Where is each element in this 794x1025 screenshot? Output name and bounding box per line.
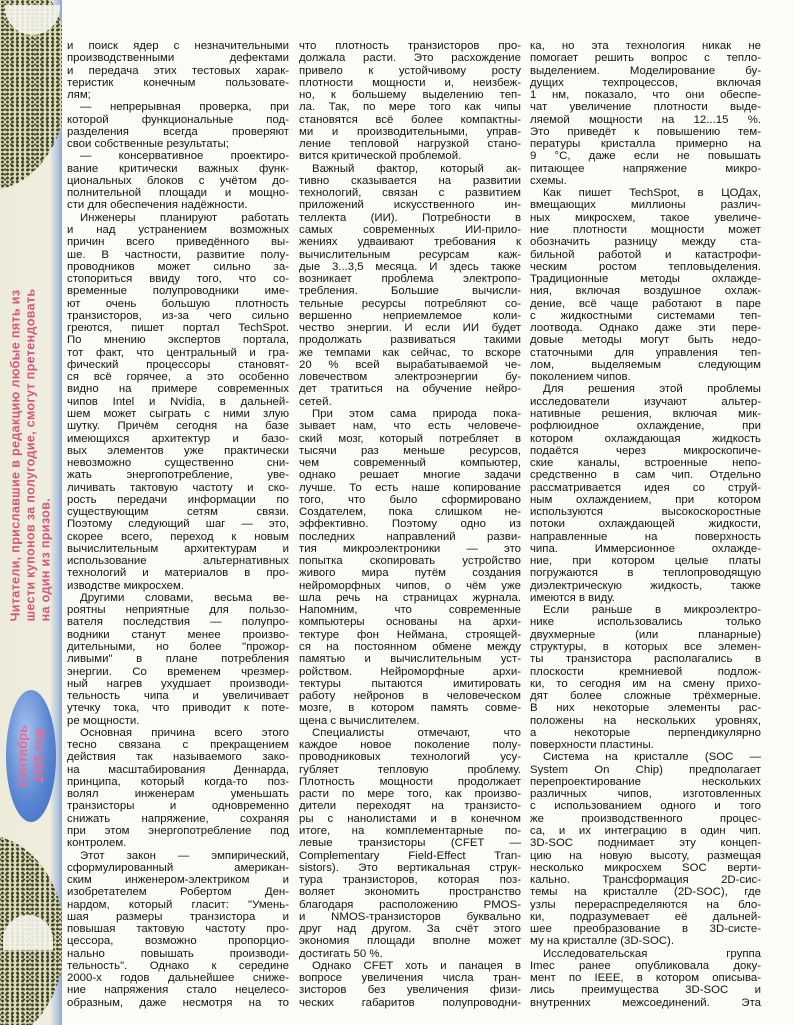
text-line: цессора, возможно пропорцио- (67, 935, 289, 948)
text-line: снижать напряжение, сохраняя (67, 812, 289, 825)
text-line: — консервативное проектиро- (80, 150, 289, 163)
article-column-2 (299, 40, 521, 1009)
text-line: Complementary Field-Effect Tran- (299, 849, 521, 862)
text-line: ла. Так, по мере того как чипы (299, 101, 521, 114)
text-line: лись преимущества 3D-SOC и (530, 984, 761, 997)
text-line: фический процессоры становят- (67, 358, 289, 371)
text-line: свои собственные результаты; (67, 138, 229, 151)
text-line: диэлектрическую жидкость, также (530, 579, 761, 592)
coupon-promo-text (9, 289, 54, 622)
text-line: са, и их интеграцию в один чип. (530, 825, 761, 837)
text-line: плотности мощности и, неизбеж- (299, 76, 521, 89)
text-line: принципа, который когда-то поз- (67, 775, 289, 788)
text-line: нардом, который гласит: "Умень- (67, 898, 289, 911)
text-line: однако решает многие задачи (299, 469, 521, 482)
page-margin-decoration (0, 0, 62, 1025)
text-line: ским инженером-электриком и (67, 874, 289, 887)
text-line: щена с вычислителем. (299, 714, 420, 727)
text-line: потоки охлаждающей жидкости, (530, 518, 761, 531)
issue-year: 2025 год (31, 729, 46, 783)
text-line: компьютеры основаны на архи- (299, 616, 521, 629)
text-line: чипа. Иммерсионное охлажде- (530, 542, 761, 555)
text-line: видно на примере современных (67, 383, 289, 396)
text-line: дет тратиться на обучение нейро- (299, 383, 521, 396)
text-line: а некоторые перпендикулярно (530, 726, 761, 739)
text-line: сти для обеспечения надёжности. (67, 199, 248, 212)
text-line: средственно в сам чип. Отдельно (530, 469, 761, 482)
text-line: же производственного процес- (530, 812, 761, 825)
text-line: водники станут менее произво- (67, 628, 289, 641)
text-line: 2000-х годов дальнейшее сниже- (67, 972, 289, 985)
textured-illustration-bottom (0, 835, 62, 1025)
text-line: дые 3...3,5 месяца. И здесь также (299, 260, 521, 273)
text-line: дительными, но более "прожор- (67, 641, 289, 654)
text-line: и над устранением возможных (67, 223, 289, 236)
text-line: тектуре фон Неймана, строящей- (299, 628, 521, 641)
text-line: 3D-SOC поднимает эту концеп- (530, 837, 761, 850)
text-line: — непрерывная проверка, при (80, 101, 289, 114)
text-line: последних направлений разви- (299, 530, 521, 543)
text-line: поверхности пластины. (530, 739, 654, 752)
fan-shape (3, 915, 53, 950)
text-line: технологий, связан с развитием (299, 187, 521, 200)
text-line: проводниковых технологий усу- (299, 751, 521, 764)
text-line: самых современных ИИ-прило- (299, 223, 521, 236)
text-line: вателя последствия — полупро- (67, 616, 289, 629)
text-line: дение, всё чаще работают в паре (530, 297, 761, 310)
text-line: темы на кристалле (2D-SOC), где (530, 886, 761, 899)
text-line: каждое новое поколение полу- (299, 739, 521, 752)
text-line: которой функциональные под- (67, 113, 289, 126)
text-line: ным охлаждением, при котором (530, 493, 761, 506)
text-line: привело к устойчивому росту (299, 64, 521, 77)
text-line: перепроектирование нескольких (530, 775, 761, 788)
text-line: тельность чипа и увеличивает (67, 690, 289, 703)
text-line: ки, то сегодня им на смену прихо- (530, 677, 761, 690)
text-line: попытка скопировать устройство (299, 555, 521, 568)
text-line: ляемой мощности на 12...15 %. (530, 113, 761, 126)
issue-date-badge (6, 690, 56, 822)
text-line: контролем. (67, 837, 127, 850)
text-line: узлы перераспределяются на бло- (530, 898, 761, 911)
text-line: тельность". Однако к середине (67, 959, 289, 972)
text-line: вычислительным ресурсам каж- (299, 248, 521, 261)
text-line: временные полупроводники име- (67, 285, 289, 298)
text-line: котором охлаждающая жидкость (530, 432, 761, 445)
text-line: Этот закон — эмпирический, (80, 849, 289, 862)
text-line: губляет тепловую проблему. (299, 763, 521, 776)
text-line: лям; (67, 89, 91, 102)
text-line: ление тепловой нагрузкой стано- (299, 138, 521, 151)
text-line: вершенно неприемлемое коли- (299, 309, 521, 322)
text-line: тот факт, что центральный и гра- (67, 346, 289, 359)
text-line: изводстве микросхем. (67, 579, 185, 592)
text-line: и NMOS-транзисторов буквально (299, 910, 521, 923)
text-line: повышая тактовую частоту про- (67, 923, 289, 936)
text-line: цию на новую высоту, размещая (530, 849, 761, 862)
text-line: волял инженерам уменьшать (67, 788, 289, 801)
issue-month: Сентябрь (15, 724, 30, 788)
fan-shape (5, 5, 60, 35)
text-line: личивать тактовую частоту и ско- (67, 481, 289, 494)
text-line: Если раньше в микроэлектро- (543, 604, 761, 617)
article-column-3 (530, 40, 761, 1009)
text-line: действия так называемого зако- (67, 751, 289, 764)
text-line: статочными для управления теп- (530, 346, 761, 359)
text-line: становятся всё более компактны- (299, 113, 521, 126)
text-line: имеющихся архитектур и базо- (67, 432, 289, 445)
text-line: обозначить разницу между ста- (530, 236, 761, 249)
text-line: тия микроэлектроники — это (299, 542, 521, 555)
text-line: с использованием одного и того (530, 800, 761, 813)
text-line: мозге, в котором память совме- (299, 702, 521, 715)
text-line: Создателем, пока слишком не- (299, 506, 521, 519)
text-line: энергии. Со временем чрезмер- (67, 665, 289, 678)
text-line: шее преобразование в 3D-систе- (530, 923, 761, 936)
text-line: циональных блоков с учётом до- (67, 174, 289, 187)
text-line: благодаря расположению PMOS- (299, 898, 521, 911)
promo-line: Читатели, приславшие в редакцию любые пять из (8, 289, 23, 622)
text-line: Основная причина всего этого (80, 726, 289, 739)
text-line: существующим сетям связи. (67, 506, 289, 519)
text-line: и передача этих тестовых харак- (67, 64, 289, 77)
text-line: В них некоторые элементы рас- (530, 702, 761, 715)
text-line: различных чипов, изготовленных (530, 788, 761, 801)
text-line: шем может сыграть с ними злую (67, 407, 289, 420)
text-line: невозможно существенно сни- (67, 457, 289, 470)
text-line: дущих техпроцессов, включая (530, 76, 761, 89)
text-line: Традиционные методы охлажде- (530, 273, 761, 286)
text-line: sistors). Это вертикальная струк- (299, 861, 521, 874)
text-line: вание критически важных функ- (67, 162, 289, 175)
text-line: тельные ресурсы потребляют со- (299, 297, 521, 310)
text-line: полнительной площади и мощно- (67, 187, 289, 200)
promo-line: на один из призов. (38, 498, 53, 622)
text-line: использование альтернативных (67, 555, 289, 568)
text-line: довые методы могут быть недо- (530, 334, 761, 347)
text-line: экономия площади вполне может (299, 935, 521, 948)
text-line: исследователи изучают альтер- (530, 395, 761, 408)
text-line: ские каналы, встроенные непо- (530, 457, 761, 470)
text-line: что плотность транзисторов про- (299, 40, 521, 52)
text-line: помогает решить вопрос с тепло- (530, 52, 761, 65)
text-line: но, к большему выделению теп- (299, 89, 521, 102)
text-line: чем современный компьютер, (299, 457, 521, 470)
text-line: приложений искусственного ин- (299, 199, 521, 212)
text-line: ливыми" в плане потребления (67, 653, 289, 666)
text-line: нейроморфных чипов, о чём уже (299, 579, 521, 592)
text-line: кально. Трансформация 2D-сис- (530, 874, 761, 887)
text-line: бильной работой и катастрофи- (530, 248, 761, 261)
text-line: питающее напряжение микро- (530, 162, 761, 175)
text-line: изобретателем Робертом Ден- (67, 886, 289, 899)
text-line: пературы кристалла примерно на (530, 138, 761, 151)
text-line: тивно сказывается на развитии (299, 174, 521, 187)
text-line: требления. Большие вычисли- (299, 285, 521, 298)
text-line: лучше. То есть наше копирование (299, 481, 521, 494)
text-line: Поэтому следующий шаг — это, (67, 518, 289, 531)
text-line: тесно связана с прекращением (67, 739, 289, 752)
text-line: Плотность мощности продолжает (299, 775, 521, 788)
text-line: тысячи раз меньше ресурсов, (299, 444, 521, 457)
text-line: достигать 50 %. (299, 947, 383, 960)
text-line: теллекта (ИИ). Потребности в (299, 211, 521, 224)
text-line: лоотвода. Однако даже эти пере- (530, 322, 761, 335)
text-line: Исследовательская группа (543, 947, 761, 960)
text-line: ние плотности мощности может (530, 223, 761, 236)
text-line: роятны неприятные для пользо- (67, 604, 289, 617)
text-line: внутренних межсоединений. Эта (530, 996, 761, 1009)
text-line: нативные решения, включая мик- (530, 407, 761, 420)
text-line: 20 % всей вырабатываемой че- (299, 358, 521, 371)
text-line: Для решения этой проблемы (543, 383, 761, 396)
text-line: рость передачи информации по (67, 493, 289, 506)
text-line: вопросе увеличения числа тран- (299, 972, 521, 985)
text-line: живого мира путём создания (299, 567, 521, 580)
text-line: ройством. Нейроморфные архи- (299, 665, 521, 678)
text-line: зисторов без увеличения физи- (299, 984, 521, 997)
text-line: 1 нм, показало, что они обеспе- (530, 89, 761, 102)
text-line: продолжать развиваться такими (299, 334, 521, 347)
text-line: друг над другом. За счёт этого (299, 923, 521, 936)
text-line: технологий и материалов в про- (67, 567, 289, 580)
text-line: шла речь на страницах журнала. (299, 591, 521, 604)
text-line: ты транзистора располагались в (530, 653, 761, 666)
text-line: рассматривается идея со струй- (530, 481, 761, 494)
text-line: Другими словами, весьма ве- (80, 591, 289, 604)
text-line: используются высокоскоростные (530, 506, 761, 519)
text-line: лом, выделяемым следующим (530, 358, 761, 371)
text-line: жениях удваивают требования к (299, 236, 521, 249)
text-line: транзисторов, из-за чего сильно (67, 309, 289, 322)
text-line: ся на постоянном обмене между (299, 641, 521, 654)
text-line: При этом сама природа пока- (312, 407, 521, 420)
text-line: схемы. (530, 174, 567, 187)
text-line: мент по IEEE, в котором описыва- (530, 972, 761, 985)
text-line: итоге, на комплементарные по- (299, 825, 521, 837)
text-line: дят более сложные трёхмерные. (530, 690, 761, 703)
text-line: Специалисты отмечают, что (312, 726, 521, 739)
text-line: несколько микросхем SOC верти- (530, 861, 761, 874)
article-column-1 (67, 40, 289, 1009)
text-line: жать энергопотребление, уве- (67, 469, 289, 482)
text-line: шая размеры транзистора и (67, 910, 289, 923)
text-line: рофлюидное охлаждение, при (530, 420, 761, 433)
text-line: ры с нанолистами и в конечном (299, 812, 521, 825)
text-line: имеются в виду. (530, 591, 615, 604)
text-line: ше. В частности, развитие полу- (67, 248, 289, 261)
text-line: подаётся через микроскопиче- (530, 444, 761, 457)
text-line: выделением. Моделирование бу- (530, 64, 761, 77)
text-line: ки, подразумевает её дальней- (530, 910, 761, 923)
text-line: ных микросхем, такое увеличе- (530, 211, 761, 224)
text-line: погружаются в теплопроводящую (530, 567, 761, 580)
text-line: Imec ранее опубликовала доку- (530, 959, 761, 972)
text-line: причин всего приведённого вы- (67, 236, 289, 249)
text-line: ре мощности. (67, 714, 140, 727)
text-line: расти по мере того, как произво- (299, 788, 521, 801)
text-line: шутку. Причём сегодня на базе (67, 420, 289, 433)
text-line: должала расти. Это расхождение (299, 52, 521, 65)
text-line: нально повышать производи- (67, 947, 289, 960)
text-line: с жидкостными системами теп- (530, 309, 761, 322)
text-line: зывает нам, что есть человече- (299, 420, 521, 433)
text-line: воляет экономить пространство (299, 886, 521, 899)
text-line: дители переходят на транзисто- (299, 800, 521, 813)
text-line: сетей. (299, 395, 332, 408)
promo-line: шести купонов за полугодие, смогут претендовать (23, 288, 38, 622)
text-line: направленные на поверхность (530, 530, 761, 543)
text-line: ют очень большую плотность (67, 297, 289, 310)
text-line: и поиск ядер с незначительными (67, 40, 289, 52)
text-line: ка, но эта технология никак не (530, 40, 761, 52)
text-line: на масштабирования Деннарда, (67, 763, 289, 776)
text-line: вится критической проблемой. (299, 150, 462, 163)
text-line: сформулированный американ- (67, 861, 289, 874)
text-line: поколением чипов. (530, 371, 631, 384)
text-line: производственными дефектами (67, 52, 289, 65)
text-line: двухмерные (или планарные) (530, 628, 761, 641)
text-line: теристик конечным пользовате- (67, 76, 289, 89)
text-line: ский мозг, который потребляет в (299, 432, 521, 445)
text-line: плоскости кремниевой подлож- (530, 665, 761, 678)
text-line: System On Chip) предполагает (530, 763, 761, 776)
text-line: же темпами как сейчас, то вскоре (299, 346, 521, 359)
text-line: вмещающих миллионы различ- (530, 199, 761, 212)
text-line: ние напряжения стало нецелесо- (67, 984, 289, 997)
text-line: По мнению экспертов портала, (67, 334, 289, 347)
text-line: памятью и вычислительным уст- (299, 653, 521, 666)
text-line: Инженеры планируют работать (80, 211, 289, 224)
text-line: Важный фактор, который ак- (312, 162, 521, 175)
text-line: Система на кристалле (SOC — (543, 751, 761, 764)
text-line: вычислительным архитектурам и (67, 542, 289, 555)
text-line: ческим ростом тепловыделения. (530, 260, 761, 273)
text-line: разделения всегда проверяют (67, 125, 289, 138)
text-line: чипов Intel и Nvidia, в дальней- (67, 395, 289, 408)
text-line: проводников может сильно за- (67, 260, 289, 273)
text-line: ся всё горячее, а это особенно (67, 371, 289, 384)
text-line: при этом энергопотребление под (67, 825, 289, 837)
text-line: положены на нескольких уровнях, (530, 714, 761, 727)
textured-illustration-top (0, 0, 62, 190)
text-line: ловечеством электроэнергии бу- (299, 371, 521, 384)
text-line: Это приведёт к повышению тем- (530, 125, 761, 138)
text-line: того, что было сформировано (299, 493, 521, 506)
text-line: му на кристалле (3D-SOC). (530, 935, 674, 948)
text-line: транзисторы и одновременно (67, 800, 289, 813)
text-line: ние, при котором целые платы (530, 555, 761, 568)
text-line: вых элементов уже практически (67, 444, 289, 457)
text-line: работу нейронов в человеческом (299, 690, 521, 703)
text-line: эффективно. Поэтому одно из (299, 518, 521, 531)
text-line: стопориться ввиду того, что со- (67, 273, 289, 286)
text-line: ми и производительными, управ- (299, 125, 521, 138)
text-line: тектуры пытаются имитировать (299, 677, 521, 690)
text-line: ния, включая воздушное охлаж- (530, 285, 761, 298)
text-line: греются, пишет портал TechSpot. (67, 322, 289, 335)
text-line: Однако CFET хоть и панацея в (312, 959, 521, 972)
text-line: возникает проблема электропо- (299, 273, 521, 286)
text-line: утечку тока, что приводит к поте- (67, 702, 289, 715)
text-line: 9 °С, даже если не повышать (530, 150, 761, 163)
text-line: ный нагрев ухудшает производи- (67, 677, 289, 690)
text-line: тура транзисторов, которая поз- (299, 874, 521, 887)
text-line: скорее всего, переход к новым (67, 530, 289, 543)
text-line: Напомним, что современные (299, 604, 521, 617)
text-line: чат увеличение плотности выде- (530, 101, 761, 114)
text-line: образным, даже несмотря на то (67, 996, 289, 1009)
text-line: нике использовались только (530, 616, 761, 629)
text-line: ческих габаритов полупроводни- (299, 996, 521, 1009)
text-line: Как пишет TechSpot, в ЦОДах, (543, 187, 761, 200)
text-line: чество энергии. И если ИИ будет (299, 322, 521, 335)
text-line: левые транзисторы (CFET — (299, 837, 521, 850)
text-line: структуры, в которых все элемен- (530, 641, 761, 654)
